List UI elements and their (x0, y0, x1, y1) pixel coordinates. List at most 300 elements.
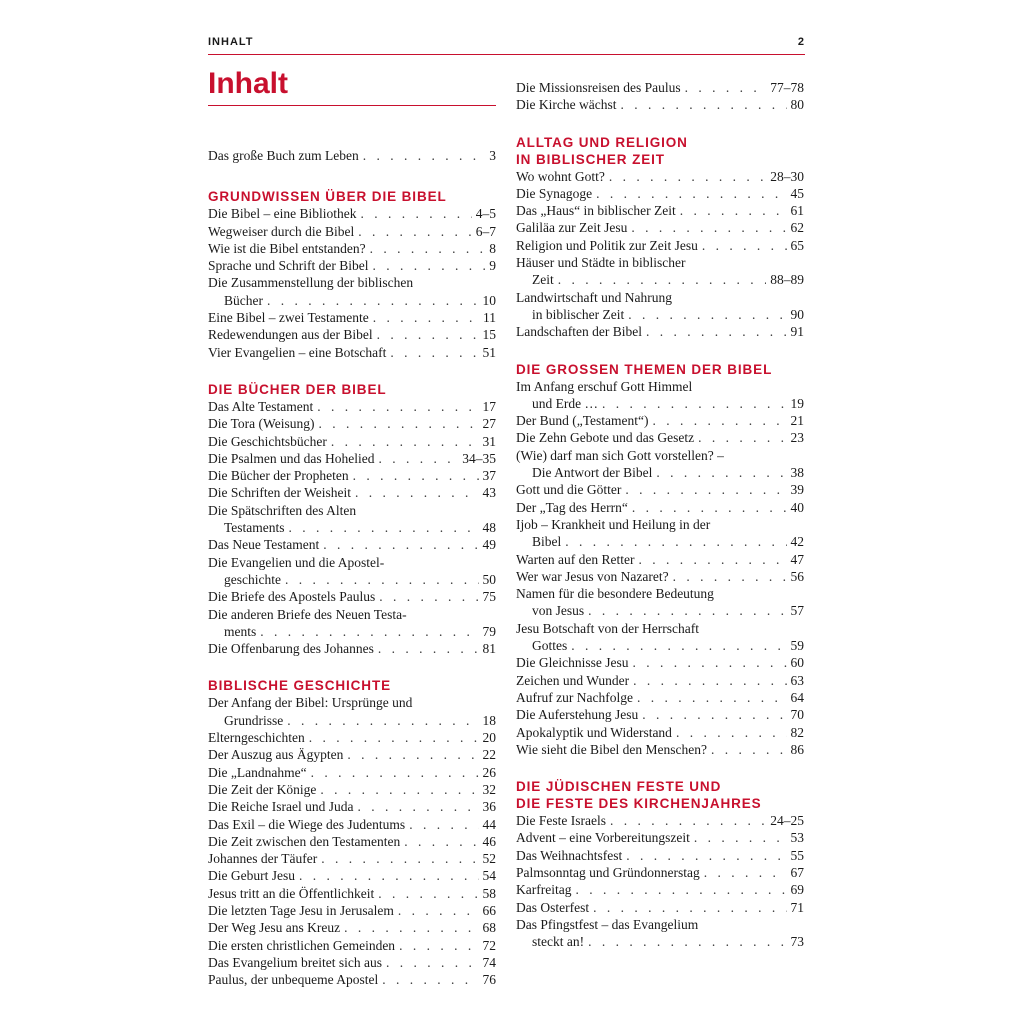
toc-entry-title-line: Wegweiser durch die Bibel (208, 223, 355, 239)
toc-entry-title-line: Bücher (224, 292, 263, 308)
toc-entry-title-line: Wie ist die Bibel entstanden? (208, 240, 366, 256)
toc-entry (208, 640, 496, 657)
toc-entry-row (516, 395, 804, 412)
leader-dots (331, 433, 479, 450)
toc-entry-row (516, 706, 804, 723)
toc-entry-title-line: Die Antwort der Bibel (532, 465, 653, 481)
toc-entry-title-line: Das Pfingstfest – das Evangelium (516, 916, 699, 932)
toc-page-number: 4–5 (475, 206, 496, 222)
toc-entry-row (516, 271, 804, 288)
toc-page-number: 61 (790, 203, 804, 219)
leader-dots (653, 412, 787, 429)
leader-dots (353, 467, 479, 484)
section-heading: BIBLISCHE GESCHICHTE (208, 678, 392, 694)
toc-entry (516, 168, 804, 185)
leader-dots (620, 96, 786, 113)
toc-entry-title-line: in biblischer Zeit (532, 306, 625, 322)
toc-entry-row (516, 672, 804, 689)
toc-entry-title-line: von Jesus (532, 603, 585, 619)
toc-page-number: 64 (790, 689, 804, 705)
toc-entry (208, 450, 496, 467)
toc-entry-title-line: Sprache und Schrift der Bibel (208, 258, 369, 274)
toc-entry-title-line: Gott und die Götter (516, 482, 622, 498)
toc-entry-title-line: Der Auszug aus Ägypten (208, 747, 344, 763)
toc-entry-row (516, 551, 804, 568)
toc-entry-row (516, 412, 804, 429)
toc-entry-title-line: Die anderen Briefe des Neuen Testa- (208, 606, 407, 622)
leader-dots (372, 257, 485, 274)
toc-page-number: 53 (790, 830, 804, 846)
toc-entry-row (516, 637, 804, 654)
toc-entry (516, 741, 804, 758)
toc-section (516, 361, 804, 759)
toc-entry-title-line: Die Geburt Jesu (208, 868, 295, 884)
toc-entry-title-line: Zeit (532, 272, 554, 288)
toc-entry (208, 205, 496, 222)
toc-entry (208, 257, 496, 274)
toc-page-number: 57 (790, 603, 804, 619)
toc-page-number: 22 (482, 747, 496, 763)
toc-page-number: 6–7 (475, 223, 496, 239)
toc-page-number: 27 (482, 416, 496, 432)
toc-entry-title-line: Die Feste Israels (516, 813, 606, 829)
toc-entry-row (208, 885, 496, 902)
toc-page-number: 77–78 (770, 80, 804, 95)
toc-entry-row (516, 219, 804, 236)
toc-page-number: 28–30 (770, 168, 804, 184)
running-header (208, 32, 805, 55)
toc-entry (516, 516, 804, 551)
toc-page (208, 32, 805, 992)
toc-entry-row (208, 240, 496, 257)
toc-entry-row (208, 867, 496, 884)
toc-entry-row (208, 954, 496, 971)
leader-dots (680, 202, 787, 219)
toc-entry (516, 881, 804, 898)
toc-entry (516, 447, 804, 482)
toc-entry (208, 502, 496, 537)
leader-dots (633, 672, 786, 689)
toc-entry-row (516, 533, 804, 550)
toc-entry (516, 585, 804, 620)
leader-dots (318, 415, 478, 432)
toc-page-number: 26 (482, 764, 496, 780)
toc-entry-title-line: Die ersten christlichen Gemeinden (208, 937, 396, 953)
toc-entry-title-line: Eine Bibel – zwei Testamente (208, 310, 369, 326)
toc-entry (516, 812, 804, 829)
toc-entry-list (208, 147, 496, 164)
toc-entry (208, 954, 496, 971)
toc-page-number: 86 (790, 741, 804, 757)
toc-entry-title-line: Die Offenbarung des Johannes (208, 641, 374, 657)
toc-section (516, 134, 804, 341)
toc-entry-title-line: Die Kirche wächst (516, 97, 617, 113)
toc-entry-title-line: Wer war Jesus von Nazaret? (516, 568, 669, 584)
toc-entry-title-line: Aufruf zur Nachfolge (516, 689, 633, 705)
toc-entry-row (516, 933, 804, 950)
toc-entry-row (208, 467, 496, 484)
toc-page-number: 51 (482, 344, 496, 360)
toc-entry-title-line: Die Bücher der Propheten (208, 468, 349, 484)
leader-dots (299, 867, 479, 884)
toc-entry (208, 223, 496, 240)
toc-entry-row (516, 306, 804, 323)
toc-entry-row (516, 202, 804, 219)
leader-dots (588, 933, 786, 950)
toc-page-number: 66 (482, 902, 496, 918)
toc-entry-row (516, 741, 804, 758)
toc-entry (208, 764, 496, 781)
toc-page-number: 31 (482, 433, 496, 449)
leader-dots (638, 551, 786, 568)
toc-entry (208, 798, 496, 815)
page-number: 2 (797, 36, 805, 48)
toc-page-number: 37 (482, 468, 496, 484)
toc-entry-title-line: Das Neue Testament (208, 537, 320, 553)
toc-entry-row (208, 536, 496, 553)
leader-dots (632, 499, 787, 516)
toc-entry (208, 484, 496, 501)
leader-dots (317, 398, 478, 415)
toc-entry-title-line: Die Auferstehung Jesu (516, 707, 639, 723)
leader-dots (711, 741, 786, 758)
toc-page-number: 11 (483, 310, 496, 326)
toc-entry-title-line: Der Anfang der Bibel: Ursprünge und (208, 695, 413, 711)
toc-entry (208, 867, 496, 884)
toc-entry-row (516, 79, 804, 96)
toc-entry-row (208, 223, 496, 240)
leader-dots (596, 185, 786, 202)
toc-entry-title-line: Die Zehn Gebote und das Gesetz (516, 430, 695, 446)
toc-entry (208, 694, 496, 729)
toc-entry (208, 588, 496, 605)
toc-entry-title-line: (Wie) darf man sich Gott vorstellen? – (516, 447, 724, 463)
toc-entry (516, 323, 804, 340)
leader-dots (673, 568, 787, 585)
toc-entry-row (516, 323, 804, 340)
toc-page-number: 43 (482, 485, 496, 501)
leader-dots (347, 746, 478, 763)
toc-entry-row (208, 746, 496, 763)
leader-dots (626, 847, 786, 864)
toc-entry-row (208, 902, 496, 919)
toc-entry (516, 551, 804, 568)
leader-dots (409, 816, 478, 833)
toc-entry (516, 79, 804, 96)
toc-entry (516, 654, 804, 671)
toc-entry-row (516, 829, 804, 846)
leader-dots (588, 602, 786, 619)
leader-dots (289, 519, 479, 536)
toc-page-number: 50 (482, 571, 496, 587)
toc-entry-title-line: Die Tora (Weisung) (208, 416, 315, 432)
toc-entry-row (208, 833, 496, 850)
toc-entry (516, 568, 804, 585)
leader-dots (642, 706, 786, 723)
toc-page-number: 21 (790, 413, 804, 429)
toc-entry (516, 254, 804, 289)
page-title: Inhalt (208, 67, 288, 100)
toc-entry-row (208, 919, 496, 936)
toc-entry (208, 344, 496, 361)
toc-entry-row (208, 484, 496, 501)
toc-page-number: 38 (790, 465, 804, 481)
toc-entry-row (516, 96, 804, 113)
toc-entry-title-line: steckt an! (532, 934, 585, 950)
toc-entry-row (516, 689, 804, 706)
toc-entry-title-line: Karfreitag (516, 882, 572, 898)
toc-entry-row (208, 623, 496, 640)
toc-page-number: 68 (482, 920, 496, 936)
toc-entry-row (516, 724, 804, 741)
toc-entry-title-line: Zeichen und Wunder (516, 672, 630, 688)
toc-entry (208, 919, 496, 936)
leader-dots (628, 306, 786, 323)
toc-entry-row (516, 812, 804, 829)
toc-page-number: 24–25 (770, 813, 804, 829)
section-heading: DIE FESTE DES KIRCHENJAHRES (516, 796, 762, 812)
toc-entry (516, 689, 804, 706)
toc-entry-title-line: geschichte (224, 571, 281, 587)
toc-entry-title-line: Das Osterfest (516, 899, 590, 915)
toc-entry-title-line: Der Bund („Testament“) (516, 413, 649, 429)
toc-entry (516, 864, 804, 881)
toc-entry-title-line: Das Evangelium breitet sich aus (208, 954, 382, 970)
toc-entry-row (516, 899, 804, 916)
leader-dots (321, 850, 478, 867)
section-heading: DIE GROSSEN THEMEN DER BIBEL (516, 361, 773, 377)
leader-dots (565, 533, 786, 550)
toc-entry-list (208, 398, 496, 657)
toc-entry-title-line: und Erde … (532, 395, 598, 411)
toc-entry-row (208, 781, 496, 798)
toc-page-number: 32 (482, 781, 496, 797)
leader-dots (357, 798, 478, 815)
leader-dots (404, 833, 478, 850)
toc-entry (208, 554, 496, 589)
toc-page-number: 44 (482, 816, 496, 832)
toc-entry-row (516, 654, 804, 671)
toc-page-number: 36 (482, 799, 496, 815)
leader-dots (702, 237, 787, 254)
toc-entry (516, 96, 804, 113)
toc-entry-title-line: Die Briefe des Apostels Paulus (208, 589, 376, 605)
toc-column-right (516, 79, 804, 950)
toc-entry-row (516, 464, 804, 481)
toc-page-number: 70 (790, 707, 804, 723)
toc-entry-title-line: Die Zusammenstellung der biblischen (208, 275, 414, 291)
toc-entry (208, 309, 496, 326)
toc-entry-row (516, 185, 804, 202)
toc-page-number: 63 (790, 672, 804, 688)
toc-entry-row (208, 937, 496, 954)
toc-page-number: 46 (482, 833, 496, 849)
toc-entry (208, 433, 496, 450)
leader-dots (378, 885, 478, 902)
leader-dots (685, 79, 767, 96)
toc-entry (208, 398, 496, 415)
toc-entry-row (208, 798, 496, 815)
toc-entry-row (208, 729, 496, 746)
leader-dots (373, 309, 479, 326)
toc-page-number: 79 (482, 623, 496, 639)
toc-page-number: 54 (482, 868, 496, 884)
toc-entry (208, 536, 496, 553)
toc-page-number: 40 (790, 499, 804, 515)
toc-entry-title-line: Die Missionsreisen des Paulus (516, 80, 681, 95)
toc-entry-row (516, 881, 804, 898)
toc-page-number: 82 (790, 724, 804, 740)
leader-dots (309, 729, 479, 746)
leader-dots (358, 223, 472, 240)
toc-page-number: 23 (790, 430, 804, 446)
leader-dots (311, 764, 479, 781)
toc-entry-row (208, 415, 496, 432)
leader-dots (267, 292, 479, 309)
toc-page-number: 56 (790, 568, 804, 584)
toc-section (208, 381, 496, 657)
leader-dots (386, 954, 479, 971)
toc-entry-title-line: Galiläa zur Zeit Jesu (516, 220, 628, 236)
toc-entry-title-line: Die Zeit der Könige (208, 781, 317, 797)
toc-entry-row (208, 326, 496, 343)
toc-page-number: 3 (489, 148, 496, 163)
toc-entry-title-line: Die Gleichnisse Jesu (516, 655, 629, 671)
leader-dots (609, 168, 766, 185)
toc-page-number: 90 (790, 306, 804, 322)
toc-entry (208, 850, 496, 867)
toc-entry-list (516, 812, 804, 950)
toc-entry-title-line: Die Schriften der Weisheit (208, 485, 351, 501)
leader-dots (260, 623, 478, 640)
toc-entry (208, 885, 496, 902)
toc-page-number: 88–89 (770, 272, 804, 288)
toc-page-number: 9 (489, 258, 496, 274)
leader-dots (382, 971, 478, 988)
toc-entry-row (208, 712, 496, 729)
toc-entry-title-line: Gottes (532, 638, 568, 654)
toc-entry-title-line: Die Zeit zwischen den Testamenten (208, 833, 401, 849)
toc-entry-row (208, 398, 496, 415)
toc-page-number: 62 (790, 220, 804, 236)
leader-dots (360, 205, 471, 222)
toc-entry-title-line: Paulus, der unbequeme Apostel (208, 972, 379, 988)
toc-entry-list (516, 168, 804, 341)
toc-entry-title-line: Johannes der Täufer (208, 851, 318, 867)
toc-page-number: 81 (482, 641, 496, 657)
toc-page-number: 80 (790, 97, 804, 113)
toc-entry (208, 729, 496, 746)
toc-page-number: 55 (790, 847, 804, 863)
toc-entry-row (208, 450, 496, 467)
toc-entry (208, 240, 496, 257)
toc-page-number: 65 (790, 237, 804, 253)
toc-page-number: 15 (482, 327, 496, 343)
toc-entry-title-line: Die Reiche Israel und Juda (208, 799, 354, 815)
leader-dots (698, 429, 786, 446)
leader-dots (398, 902, 479, 919)
toc-entry-row (208, 147, 496, 164)
toc-page-number: 69 (790, 882, 804, 898)
toc-entry (516, 620, 804, 655)
toc-entry-title-line: Apokalyptik und Widerstand (516, 724, 672, 740)
section-heading: ALLTAG UND RELIGION (516, 134, 688, 150)
toc-page-number: 34–35 (462, 450, 496, 466)
toc-page-number: 91 (790, 324, 804, 340)
toc-page-number: 73 (790, 934, 804, 950)
toc-entry-title-line: Das Weihnachtsfest (516, 847, 623, 863)
toc-entry (208, 781, 496, 798)
leader-dots (694, 829, 787, 846)
toc-entry-row (208, 433, 496, 450)
toc-entry (516, 499, 804, 516)
toc-page-number: 59 (790, 638, 804, 654)
toc-entry-title-line: Die letzten Tage Jesu in Jerusalem (208, 902, 394, 918)
toc-entry (516, 237, 804, 254)
leader-dots (355, 484, 479, 501)
toc-entry-title-line: Im Anfang erschuf Gott Himmel (516, 378, 693, 394)
toc-entry-title-line: Religion und Politik zur Zeit Jesu (516, 237, 698, 253)
toc-entry-title-line: Elterngeschichten (208, 730, 305, 746)
toc-entry-row (208, 850, 496, 867)
toc-entry-row (208, 292, 496, 309)
section-heading: DIE BÜCHER DER BIBEL (208, 381, 387, 397)
toc-page-number: 49 (482, 537, 496, 553)
toc-entry-list (516, 378, 804, 759)
toc-entry-title-line: Advent – eine Vorbereitungszeit (516, 830, 690, 846)
leader-dots (399, 937, 478, 954)
leader-dots (637, 689, 787, 706)
toc-page-number: 72 (482, 937, 496, 953)
toc-entry-title-line: Die Geschichtsbücher (208, 433, 327, 449)
leader-dots (378, 450, 458, 467)
toc-entry (516, 481, 804, 498)
toc-entry-title-line: Wie sieht die Bibel den Menschen? (516, 741, 708, 757)
toc-entry-list (208, 205, 496, 361)
toc-entry-row (208, 344, 496, 361)
title-divider (208, 105, 496, 106)
toc-entry (208, 902, 496, 919)
toc-entry-row (516, 237, 804, 254)
toc-entry-title-line: Wo wohnt Gott? (516, 168, 605, 184)
toc-page-number: 45 (790, 185, 804, 201)
toc-entry (516, 829, 804, 846)
toc-page-number: 75 (482, 589, 496, 605)
toc-entry-title-line: Die Synagoge (516, 185, 593, 201)
toc-entry (208, 415, 496, 432)
section-heading: DIE JÜDISCHEN FESTE UND (516, 779, 722, 795)
leader-dots (344, 919, 478, 936)
leader-dots (287, 712, 478, 729)
toc-page-number: 76 (482, 972, 496, 988)
toc-entry-title-line: Das Alte Testament (208, 398, 314, 414)
toc-entry-title-line: Jesus tritt an die Öffentlichkeit (208, 885, 375, 901)
toc-entry (516, 916, 804, 951)
toc-entry-row (208, 519, 496, 536)
toc-page-number: 20 (482, 730, 496, 746)
toc-entry-row (208, 571, 496, 588)
toc-entry-title-line: Die Bibel – eine Bibliothek (208, 206, 357, 222)
toc-page-number: 8 (489, 240, 496, 256)
toc-entry (208, 606, 496, 641)
toc-entry-row (208, 309, 496, 326)
leader-dots (646, 323, 787, 340)
toc-entry-row (516, 568, 804, 585)
toc-entry-title-line: Der Weg Jesu ans Kreuz (208, 920, 341, 936)
leader-dots (379, 588, 478, 605)
leader-dots (631, 219, 786, 236)
toc-entry-title-line: Die Spätschriften des Alten (208, 502, 357, 518)
